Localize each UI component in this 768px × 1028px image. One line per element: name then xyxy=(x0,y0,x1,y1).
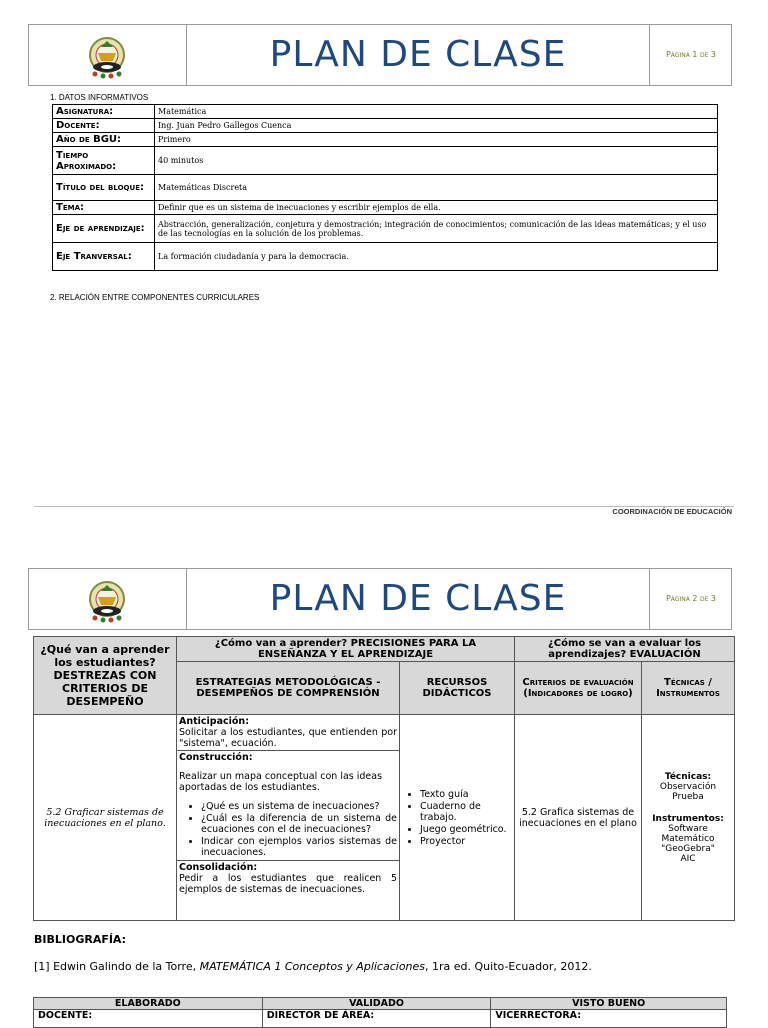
table-row xyxy=(53,175,718,201)
field-label: Título del bloque: xyxy=(53,175,155,201)
construccion-list xyxy=(179,801,397,858)
page1-header xyxy=(28,24,732,86)
tecnicas-cell xyxy=(642,715,735,921)
school-logo xyxy=(29,569,187,629)
table-row xyxy=(53,147,718,175)
page-number: Página 1 de 3 xyxy=(649,25,732,85)
list-item: • Juego geométrico. xyxy=(420,824,512,835)
biblio-book-title: MATEMÁTICA 1 Conceptos y Aplicaciones xyxy=(199,960,426,973)
field-value: 40 minutos xyxy=(155,147,718,175)
bibliografia-title: BIBLIOGRAFÍA: xyxy=(34,933,127,946)
anticipacion-title: Anticipación: xyxy=(179,716,249,727)
construccion-title: Construcción: xyxy=(179,752,253,763)
col-tecnicas-head: Técnicas / Instrumentos xyxy=(642,662,735,715)
instrumento-item: "GeoGebra" xyxy=(661,843,715,854)
destreza-cell: 5.2 Graficar sistemas de inecuaciones en el plano. xyxy=(34,715,177,921)
biblio-author: [1] Edwin Galindo de la Torre, xyxy=(34,960,200,973)
sign-role-director: DIRECTOR DE ÁREA: xyxy=(262,1010,491,1028)
instrumento-item: Software xyxy=(668,823,708,834)
datos-informativos-table xyxy=(52,104,718,271)
biblio-edition: , 1ra ed. Quito-Ecuador, 2012. xyxy=(425,960,592,973)
section-title-relacion: 2. RELACIÓN ENTRE COMPONENTES CURRICULARES xyxy=(50,293,260,302)
instrumentos-title: Instrumentos: xyxy=(652,813,724,824)
table-row xyxy=(53,133,718,147)
instrumento-item: AIC xyxy=(680,853,696,864)
field-value: La formación ciudadanía y para la democracia. xyxy=(155,243,718,271)
page-number: Página 2 de 3 xyxy=(649,569,732,629)
field-value: Matemática xyxy=(155,105,718,119)
table-row xyxy=(53,201,718,215)
field-label: Eje Tranversal: xyxy=(53,243,155,271)
sign-head-elaborado: ELABORADO xyxy=(34,998,263,1010)
table-row xyxy=(53,105,718,119)
field-label: Eje de aprendizaje: xyxy=(53,215,155,243)
sign-role-vicerrectora: VICERRECTORA: xyxy=(491,1010,727,1028)
field-value: Matemáticas Discreta xyxy=(155,175,718,201)
col-recursos-head: RECURSOS DIDÁCTICOS xyxy=(400,662,515,715)
consolidacion-text: Pedir a los estudiantes que realicen 5 ejemplos de sistemas de inecuaciones. xyxy=(179,873,397,895)
construccion-text: Realizar un mapa conceptual con las ideas aportadas de los estudiantes. xyxy=(179,771,383,793)
section-title-datos: 1. DATOS INFORMATIVOS xyxy=(50,93,149,102)
tecnica-item: Observación xyxy=(659,781,717,792)
signature-table xyxy=(33,997,727,1028)
estrategias-cell xyxy=(177,715,400,921)
field-label: Docente: xyxy=(53,119,155,133)
anticipacion-block xyxy=(177,715,399,751)
field-label: Año de BGU: xyxy=(53,133,155,147)
school-logo xyxy=(29,25,187,85)
list-item: • ¿Qué es un sistema de inecuaciones? xyxy=(201,801,397,812)
list-item: • Indicar con ejemplos varios sistemas de inecuaciones. xyxy=(201,836,397,858)
tecnica-item: Prueba xyxy=(672,791,704,802)
field-label: Tema: xyxy=(53,201,155,215)
footer-coordinacion: COORDINACIÓN DE EDUCACIÓN xyxy=(612,507,732,516)
table-row xyxy=(53,243,718,271)
table-row xyxy=(53,119,718,133)
col-aprender-head: ¿Cómo van a aprender? PRECISIONES PARA LA ENSEÑANZA Y EL APRENDIZAJE xyxy=(177,637,515,662)
page2-header xyxy=(28,568,732,630)
field-value: Abstracción, generalización, conjetura y demostración; integración de conocimientos; comunicación de las ideas matemáticas; y el uso de las tecnologías en la solución de los problemas. xyxy=(155,215,718,243)
construccion-block xyxy=(177,751,399,861)
col-criterios-head: Criterios de evaluación (Indicadores de logro) xyxy=(515,662,642,715)
sign-head-visto-bueno: VISTO BUENO xyxy=(491,998,727,1010)
criterio-cell: 5.2 Grafica sistemas de inecuaciones en el plano xyxy=(515,715,642,921)
sign-role-docente: DOCENTE: xyxy=(34,1010,263,1028)
anticipacion-text: Solicitar a los estudiantes, que entienden por "sistema", ecuación. xyxy=(179,727,397,749)
col-estrategias-head: ESTRATEGIAS METODOLÓGICAS - DESEMPEÑOS DE COMPRENSIÓN xyxy=(177,662,400,715)
page-title: PLAN DE CLASE xyxy=(269,578,567,619)
sign-head-validado: VALIDADO xyxy=(262,998,491,1010)
field-label: Tiempo Aproximado: xyxy=(53,147,155,175)
list-item: • Texto guía xyxy=(420,789,512,800)
table-row xyxy=(53,215,718,243)
tecnicas-title: Técnicas: xyxy=(664,771,712,782)
curricular-table xyxy=(33,636,735,921)
instrumento-item: Matemático xyxy=(661,833,715,844)
col-evaluar-head: ¿Cómo se van a evaluar los aprendizajes? EVALUACIÓN xyxy=(515,637,735,662)
consolidacion-block xyxy=(177,861,399,896)
recursos-list xyxy=(402,789,512,847)
list-item: • Cuaderno de trabajo. xyxy=(420,801,512,823)
recursos-cell xyxy=(400,715,515,921)
field-value: Definir que es un sistema de inecuaciones y escribir ejemplos de ella. xyxy=(155,201,718,215)
page-title: PLAN DE CLASE xyxy=(269,34,567,75)
list-item: • ¿Cuál es la diferencia de un sistema de ecuaciones con el de inecuaciones? xyxy=(201,813,397,835)
field-value: Primero xyxy=(155,133,718,147)
col-destrezas-head: ¿Qué van a aprender los estudiantes? DESTREZAS CON CRITERIOS DE DESEMPEÑO xyxy=(34,637,177,715)
field-value: Ing. Juan Pedro Gallegos Cuenca xyxy=(155,119,718,133)
consolidacion-title: Consolidación: xyxy=(179,862,258,873)
field-label: Asignatura: xyxy=(53,105,155,119)
list-item: • Proyector xyxy=(420,836,512,847)
bibliografia-entry xyxy=(34,960,592,973)
